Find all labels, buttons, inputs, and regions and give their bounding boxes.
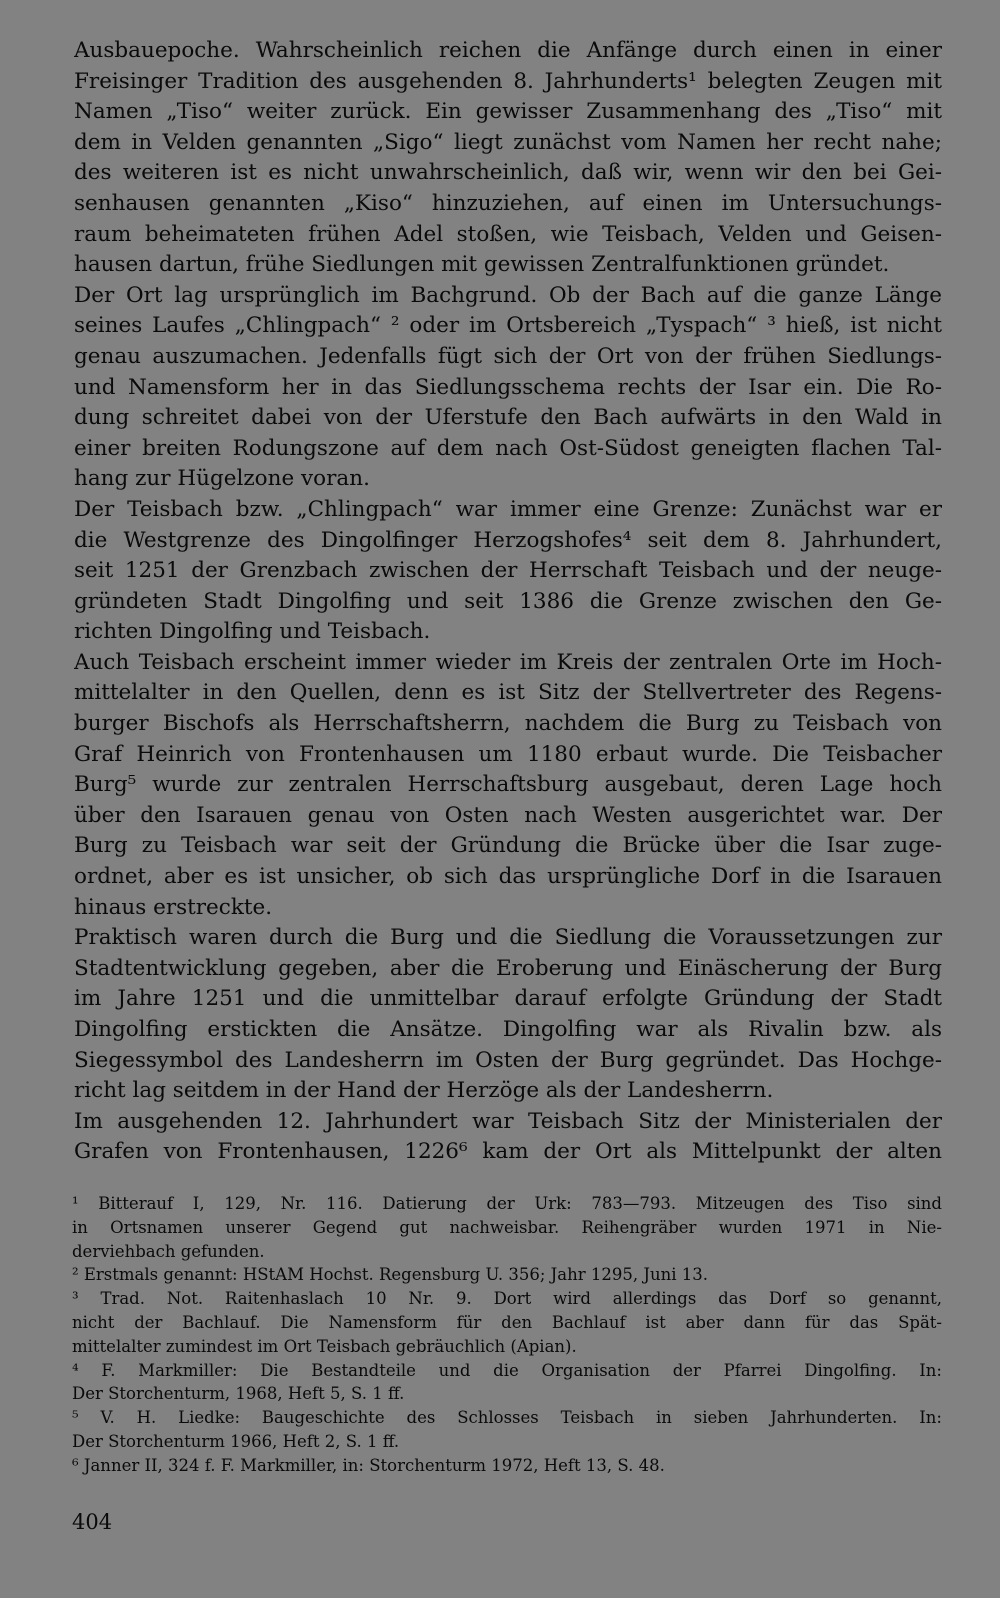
text-line: Praktisch waren durch die Burg und die Siedlung die Voraussetzungen zur (74, 925, 942, 951)
footnote-line: derviehbach gefunden. (72, 1241, 265, 1261)
footnote-line: Der Storchenturm, 1968, Heft 5, S. 1 ff. (72, 1384, 405, 1404)
text-line: ordnet, aber es ist unsicher, ob sich das ursprüngliche Dorf in die Isarauen (74, 864, 942, 890)
text-line: Der Teisbach bzw. „Chlingpach“ war immer eine Grenze: Zunächst war er (74, 496, 942, 522)
footnote-line: nicht der Bachlauf. Die Namensform für den Bachlauf ist aber dann für das Spät- (72, 1312, 942, 1332)
footnote-line: ² Erstmals genannt: HStAM Hochst. Regensburg U. 356; Jahr 1295, Juni 13. (72, 1265, 708, 1285)
text-line: gründeten Stadt Dingolfing und seit 1386 die Grenze zwischen den Ge- (74, 588, 942, 614)
text-line: einer breiten Rodungszone auf dem nach Ost-Südost geneigten flachen Tal- (74, 435, 942, 461)
text-line: die Westgrenze des Dingolfinger Herzogshofes⁴ seit dem 8. Jahrhundert, (74, 527, 942, 553)
text-line: Im ausgehenden 12. Jahrhundert war Teisbach Sitz der Ministerialen der (74, 1108, 942, 1134)
text-line: dung schreitet dabei von der Uferstufe den Bach aufwärts in den Wald in (74, 405, 942, 431)
text-line: Der Ort lag ursprünglich im Bachgrund. Ob der Bach auf die ganze Länge (74, 282, 942, 308)
footnote-line: ⁴ F. Markmiller: Die Bestandteile und die Organisation der Pfarrei Dingolfing. In: (72, 1360, 942, 1380)
text-line: raum beheimateten frühen Adel stoßen, wie Teisbach, Velden und Geisen- (74, 221, 942, 247)
text-line: hinaus erstreckte. (74, 894, 273, 920)
text-line: mittelalter in den Quellen, denn es ist Sitz der Stellvertreter des Regens- (74, 680, 942, 706)
text-line: Auch Teisbach erscheint immer wieder im Kreis der zentralen Orte im Hoch- (74, 649, 942, 675)
footnote-line: ¹ Bitterauf I, 129, Nr. 116. Datierung der Urk: 783—793. Mitzeugen des Tiso sind (72, 1194, 942, 1213)
footnote-line: ³ Trad. Not. Raitenhaslach 10 Nr. 9. Dort wird allerdings das Dorf so genannt, (72, 1289, 942, 1309)
text-line: Burg⁵ wurde zur zentralen Herrschaftsburg ausgebaut, deren Lage hoch (74, 772, 942, 798)
text-line: Dingolfing erstickten die Ansätze. Dingolfing war als Rivalin bzw. als (74, 1017, 942, 1042)
footnote-line: mittelalter zumindest im Ort Teisbach gebräuchlich (Apian). (72, 1336, 577, 1356)
text-line: über den Isarauen genau von Osten nach Westen ausgerichtet war. Der (74, 802, 942, 828)
text-line: richt lag seitdem in der Hand der Herzöge als der Landesherrn. (74, 1078, 774, 1104)
text-line: hausen dartun, frühe Siedlungen mit gewissen Zentralfunktionen gründet. (74, 252, 890, 278)
footnote-line: in Ortsnamen unserer Gegend gut nachweisbar. Reihengräber wurden 1971 in Nie- (72, 1217, 942, 1237)
text-line: des weiteren ist es nicht unwahrscheinlich, daß wir, wenn wir den bei Gei- (74, 160, 942, 186)
footnotes (72, 1192, 942, 1478)
footnote-line: Der Storchenturm 1966, Heft 2, S. 1 ff. (72, 1431, 400, 1451)
text-line: genau auszumachen. Jedenfalls fügt sich der Ort von der frühen Siedlungs- (74, 343, 942, 369)
text-line: Graf Heinrich von Frontenhausen um 1180 erbaut wurde. Die Teisbacher (74, 741, 942, 767)
text-line: Grafen von Frontenhausen, 1226⁶ kam der Ort als Mittelpunkt der alten (74, 1139, 942, 1165)
text-line: und Namensform her in das Siedlungsschema rechts der Isar ein. Die Ro- (74, 374, 942, 400)
text-line: senhausen genannten „Kiso“ hinzuziehen, auf einen im Untersuchungs- (74, 190, 942, 216)
text-line: Stadtentwicklung gegeben, aber die Eroberung und Einäscherung der Burg (74, 955, 942, 981)
text-line: seit 1251 der Grenzbach zwischen der Herrschaft Teisbach und der neuge- (74, 558, 942, 584)
text-line: burger Bischofs als Herrschaftsherrn, nachdem die Burg zu Teisbach von (74, 711, 942, 737)
text-line: Ausbauepoche. Wahrscheinlich reichen die Anfänge durch einen in einer (74, 38, 942, 63)
text-line: Freisinger Tradition des ausgehenden 8. Jahrhunderts¹ belegten Zeugen mit (74, 68, 942, 94)
text-line: hang zur Hügelzone voran. (74, 466, 370, 492)
text-line: richten Dingolfing und Teisbach. (74, 619, 431, 645)
page-number: 404 (72, 1510, 113, 1534)
text-line: Namen „Tiso“ weiter zurück. Ein gewisser Zusammenhang des „Tiso“ mit (74, 99, 942, 125)
footnote-line: ⁵ V. H. Liedke: Baugeschichte des Schlosses Teisbach in sieben Jahrhunderten. In: (72, 1408, 942, 1428)
text-line: Siegessymbol des Landesherrn im Osten der Burg gegründet. Das Hochge- (74, 1047, 942, 1073)
main-text (74, 36, 942, 1168)
text-line: im Jahre 1251 und die unmittelbar darauf erfolgte Gründung der Stadt (74, 986, 942, 1012)
text-line: dem in Velden genannten „Sigo“ liegt zunächst vom Namen her recht nahe; (74, 129, 942, 155)
text-line: Burg zu Teisbach war seit der Gründung die Brücke über die Isar zuge- (74, 833, 942, 859)
footnote-line: ⁶ Janner II, 324 f. F. Markmiller, in: Storchenturm 1972, Heft 13, S. 48. (72, 1455, 665, 1475)
text-line: seines Laufes „Chlingpach“ ² oder im Ortsbereich „Tyspach“ ³ hieß, ist nicht (74, 313, 942, 339)
